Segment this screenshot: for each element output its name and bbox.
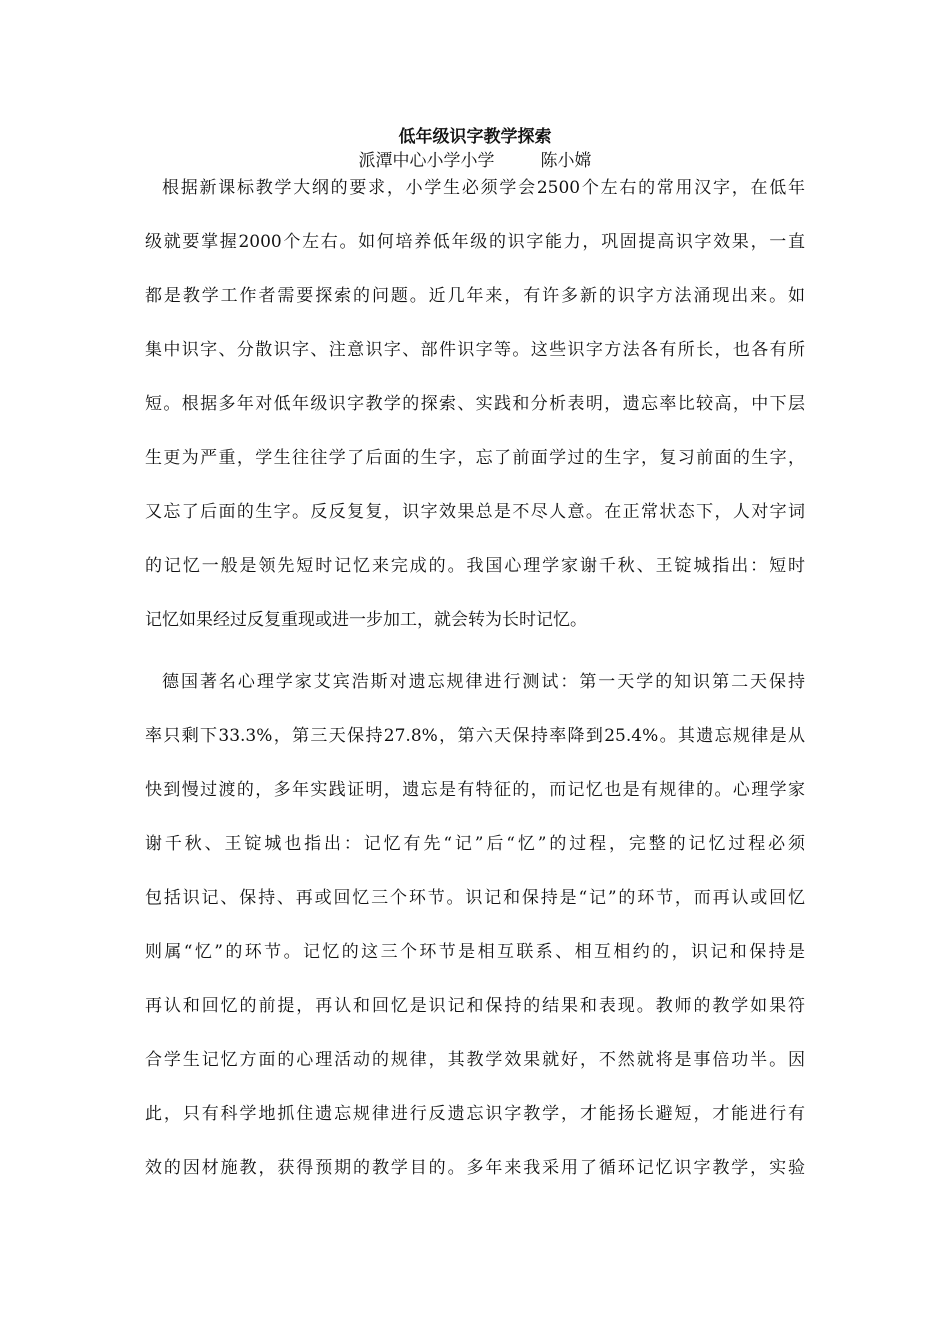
text-line: 谢千秋、王锭城也指出：记忆有先“记”后“忆”的过程，完整的记忆过程必须 — [145, 834, 805, 854]
text-line: 德国著名心理学家艾宾浩斯对遗忘规律进行测试：第一天学的知识第二天保持 — [162, 672, 805, 692]
text-line: 再认和回忆的前提，再认和回忆是识记和保持的结果和表现。教师的教学如果符 — [145, 996, 805, 1016]
text-line: 则属“忆”的环节。记忆的这三个环节是相互联系、相互相约的，识记和保持是 — [145, 942, 805, 962]
text-line: 效的因材施教，获得预期的教学目的。多年来我采用了循环记忆识字教学，实验 — [145, 1158, 805, 1178]
text-line: 集中识字、分散识字、注意识字、部件识字等。这些识字方法各有所长，也各有所 — [145, 340, 805, 360]
text-line: 生更为严重，学生往往学了后面的生字，忘了前面学过的生字，复习前面的生字， — [145, 448, 805, 468]
text-line: 合学生记忆方面的心理活动的规律，其教学效果就好，不然就将是事倍功半。因 — [145, 1050, 805, 1070]
text-line: 的记忆一般是领先短时记忆来完成的。我国心理学家谢千秋、王锭城指出：短时 — [145, 556, 805, 576]
text-line: 率只剩下33.3%，第三天保持27.8%，第六天保持率降到25.4%。其遗忘规律是从 — [145, 726, 805, 746]
text-line: 快到慢过渡的，多年实践证明，遗忘是有特征的，而记忆也是有规律的。心理学家 — [145, 780, 805, 800]
text-line: 都是教学工作者需要探索的问题。近几年来，有许多新的识字方法涌现出来。如 — [145, 286, 805, 306]
text-line: 又忘了后面的生字。反反复复，识字效果总是不尽人意。在正常状态下，人对字词 — [145, 502, 805, 522]
text-line: 根据新课标教学大纲的要求，小学生必须学会2500个左右的常用汉字，在低年 — [162, 178, 805, 198]
text-line: 记忆如果经过反复重现或进一步加工，就会转为长时记忆。 — [145, 610, 587, 630]
text-line: 短。根据多年对低年级识字教学的探索、实践和分析表明，遗忘率比较高，中下层 — [145, 394, 805, 414]
byline — [0, 150, 950, 172]
author-name: 陈小嫦 — [540, 151, 592, 171]
text-line: 包括识记、保持、再或回忆三个环节。识记和保持是“记”的环节，而再认或回忆 — [145, 888, 805, 908]
document-title: 低年级识字教学探索 — [398, 127, 552, 147]
text-line: 级就要掌握2000个左右。如何培养低年级的识字能力，巩固提高识字效果，一直 — [145, 232, 805, 252]
author-school: 派潭中心小学小学 — [358, 151, 495, 171]
text-line: 此，只有科学地抓住遗忘规律进行反遗忘识字教学，才能扬长避短，才能进行有 — [145, 1104, 805, 1124]
